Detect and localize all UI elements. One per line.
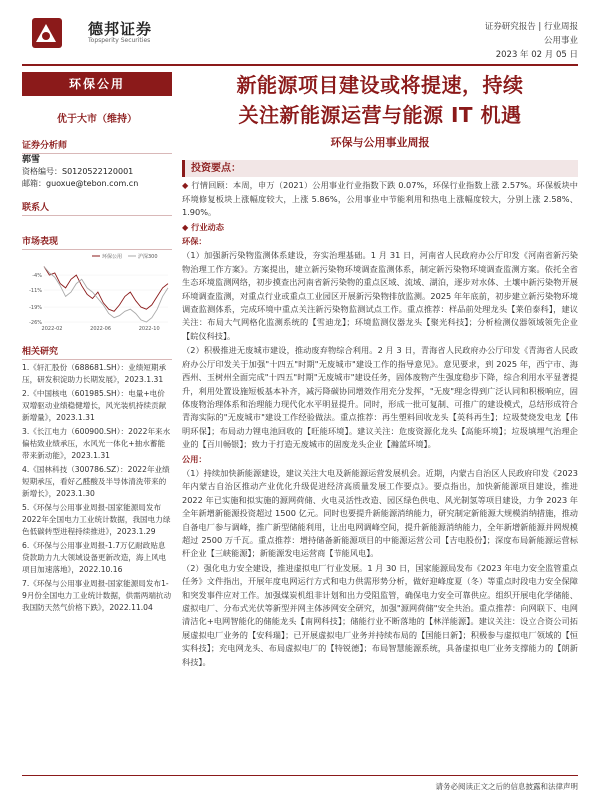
y-tick-label: -26% [29, 320, 42, 326]
related-item[interactable]: 3.《长江电力（600900.SH）：2022年来水偏枯致业绩承压，水风光一体化+抽水蓄能带来新动能》，2023.1.31 [22, 427, 171, 460]
analyst-heading: 证券分析师 [22, 138, 172, 154]
main-body [182, 160, 578, 670]
legend-label: 环保公用 [102, 254, 123, 260]
related-research-list [22, 362, 172, 616]
report-type: 证券研究报告 | 行业周报 [484, 22, 578, 32]
market-chart-heading: 市场表现 [22, 234, 172, 250]
report-industry: 公用事业 [543, 36, 578, 46]
rating: 优于大市（维持） [57, 114, 137, 125]
related-item[interactable]: 6.《环保与公用事业周报-1.7万亿耐政贴息贷款助力九大领域设备更新改造，海上风电项目加速落地》，2022.10.16 [22, 541, 167, 574]
legend-label: 沪深300 [138, 254, 158, 260]
env-item-2: （2）积极推进无废城市建设，推动废弃物综合利用。2 月 3 日，青海省人民政府办公厅印发《青海省人民政府办公厅印发关于加强"十四五"时期"无废城市"建设工作的指导意见》。意见要求，到 2025 年，西宁市、海西州、玉树州全面完成"十四五"时期"无废城市"建设任务，固体废物产生强度稳步下降，综合利用水平显著提升，利用处置设施短板基本补齐，减污降碳协同增效作用充分发挥，"无废"理念得到广泛认同和积极响应，固体废物治理体系和治理能力现代化水平明显提升。同时，形成一批可复制、可推广的建设模式，总结形成符合青海实际的"无废城市"建设工作经验做法。重点推荐：再生塑料回收龙头【英科再生】；垃圾焚烧发电龙【伟明环保】；布局动力锂电池回收的【旺能环境】。建议关注：危废资源化龙头【高能环境】；垃圾填埋气治理企业的【百川畅银】；致力于打造无废城市的固废龙头企业【瀚蓝环境】。 [182, 345, 578, 450]
x-tick-label: 2022-06 [90, 326, 112, 332]
company-logo [28, 16, 88, 50]
series-line-1 [44, 267, 168, 312]
utility-heading: 公用： [182, 453, 207, 464]
x-tick-label: 2022-10 [138, 326, 160, 332]
report-date: 2023 年 02 月 05 日 [495, 50, 578, 60]
brand-name: 德邦证券 [88, 20, 153, 38]
analyst-name: 郭雪 [22, 155, 41, 165]
sector-label: 环保公用 [22, 72, 172, 96]
related-item[interactable]: 1.《轩汇股份（688681.SH）：业绩短期承压，研发积淀助力长期发展》，2023.1.31 [22, 363, 167, 384]
report-title [182, 70, 578, 130]
title-line-2: 关注新能源运营与能源 IT 机遇 [238, 103, 522, 127]
x-tick-label: 2022-02 [41, 326, 63, 332]
footer-disclaimer: 请务必阅读正文之后的信息披露和法律声明 [435, 782, 578, 791]
utility-item-2: （2）强化电力安全建设，推进虚拟电厂行业发展。1 月 30 日，国家能源局发布《2023 年电力安全监管重点任务》文件指出，开展年度电网运行方式和电力供需形势分析，做好迎峰度夏（冬）等重点时段电力安全保障和突发事件应对工作。加强煤炭机组非计划和出力受阻监管，确保电力安全可靠供应。组织开展电化学储能、虚拟电厂、分布式光伏等新型并网主体涉网安全研究，加强"源网荷储"安全共治。重点推荐：向网联下、电网清洁化+电网智能化的储能龙头【南网科技】；储能行业不断落地的【林洋能源】。建议关注：设立合资公司拓展虚拟电厂业务的【安科瑞】；已开展虚拟电厂业务并持续布局的【国能日新】；积极参与虚拟电厂领域的【恒实科技】；充电网龙头、布局虚拟电厂的【特锐德】；布局智慧能源系统，具备虚拟电厂业务支撑能力的【朗新科技】。 [182, 562, 578, 667]
market-performance-chart [22, 252, 172, 334]
report-subtitle: 环保与公用事业周报 [330, 136, 430, 149]
related-heading: 相关研究 [22, 344, 172, 360]
title-line-1: 新能源项目建设或将提速，持续 [236, 73, 524, 97]
related-item[interactable]: 5.《环保与公用事业周报-国家能源局发布2022年全国电力工业统计数据，我国电力绿色低碳转型进程持续推进》，2023.1.29 [22, 503, 171, 536]
related-item[interactable]: 4.《国林科技（300786.SZ）：2022年业绩短期承压，看好乙醛酸及半导体清洗带来的新增长》，2023.1.30 [22, 465, 170, 498]
footer-divider [22, 775, 578, 776]
y-tick-label: -4% [32, 273, 42, 280]
brand-name-en: Topsperity Securities [88, 37, 151, 44]
industry-news-heading: ◆ 行业动态 [182, 221, 224, 232]
related-item[interactable]: 2.《中国核电（601985.SH）：电量+电价双增驱动业绩稳健增长，风光装机持续贡献新增量》，2023.1.31 [22, 389, 167, 422]
market-review: ◆ 行情回顾：本周，申万（2021）公用事业行业指数下跌 0.07%，环保行业指数上涨 2.57%。环保板块中环境修复板块上涨幅度较大，上涨 5.86%，公用事业中节能利用和热电上涨幅度较大，分别上涨 2.58%、1.90%。 [182, 180, 578, 218]
contact-heading: 联系人 [22, 200, 172, 216]
y-tick-label: -11% [29, 288, 42, 294]
investment-heading: 投资要点： [182, 160, 578, 177]
related-item[interactable]: 7.《环保与公用事业周报-国家能源局发布1-9月份全国电力工业统计数据，供需两端抗动我国防天然气价格下跌》，2022.11.04 [22, 579, 172, 612]
analyst-cert: 资格编号：S0120522120001 [22, 167, 134, 176]
analyst-info [22, 154, 172, 190]
env-heading: 环保： [182, 236, 207, 247]
y-tick-label: -19% [29, 305, 42, 312]
analyst-email[interactable]: 邮箱：guoxue@tebon.com.cn [22, 179, 139, 188]
utility-item-1: （1）持续加快新能源建设，建议关注大电及新能源运营发展机会。近期，内蒙古自治区人民政府印发《2023 年内蒙古自治区推动产业优化升级促进经济高质量发展工作要点》。要点指出，加快新能源项目建设，推进 2022 年已实施和拟实施的源网荷储、火电灵活性改造、园区绿色供电、风光制氢等项目建设，力争 2023 年全年新增新能源投资超过 1500 亿元。同时也要提升新能源消纳能力，研究制定新能源大规模消纳措施，推动自备电厂参与调峰，推广新型储能利用，让出电网调峰空间，提升新能源消纳能力，全年新增新能源并网规模超过 2500 万千瓦。重点推荐：增持储备新能源项目的中能源运营公司【吉电股份】；深度布局新能源运营标杆企业【三峡能源】；新能源发电运营商【节能风电】。 [182, 467, 578, 559]
report-meta [485, 20, 578, 62]
header-divider [22, 64, 578, 66]
env-item-1: （1）加强新污染物监测体系建设，夯实治理基础。1 月 31 日，河南省人民政府办公厅印发《河南省新污染物治理工作方案》。方案提出，建立新污染物环境调查监测体系，制定新污染物环境调查监测方案。依托全省生态环境监测网络，初步摸查出河南省新污染物的重点区域、流域、湖泊，逐步对水体、土壤中新污染物开展环境调查监测，对重点行业或重点工业园区开展新污染物排放监测。2025 年年底前，初步建立新污染物环境调查监测体系，完成环境中重点关注新污染物监测试点工作。重点推荐：样品前处理龙头【莱伯泰科】，建议关注：布局大气网格化监测系统的【雪迪龙】；环境监测仪器龙头【聚光科技】；分析检测仪器领域领先企业【皖仪科技】。 [182, 250, 578, 341]
